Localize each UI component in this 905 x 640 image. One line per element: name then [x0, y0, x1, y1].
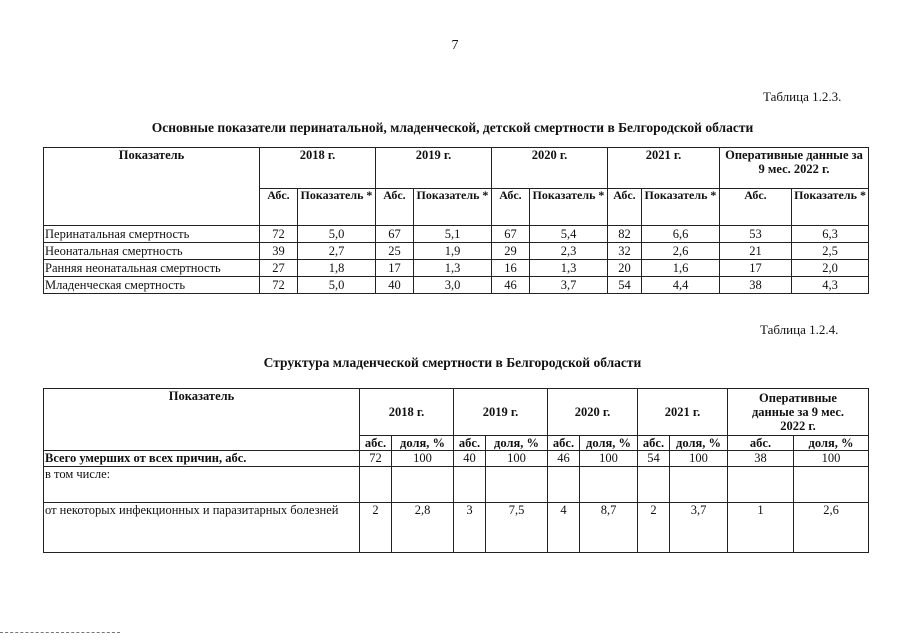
- cell: [670, 467, 728, 503]
- cell: 82: [608, 226, 642, 243]
- cell: 2: [638, 503, 670, 553]
- cell: 29: [492, 243, 530, 260]
- cell: 1,3: [530, 260, 608, 277]
- header-year-2019: 2019 г.: [454, 389, 548, 436]
- table-2-title: Структура младенческой смертности в Белгородской области: [263, 355, 642, 370]
- cell: 25: [376, 243, 414, 260]
- cell: [580, 467, 638, 503]
- cell: 17: [720, 260, 792, 277]
- cell: 3,7: [670, 503, 728, 553]
- header-abs: абс.: [728, 436, 794, 451]
- table-row: [44, 277, 869, 294]
- cell: [392, 467, 454, 503]
- header-year-2020: 2020 г.: [548, 389, 638, 436]
- cell: 5,0: [298, 226, 376, 243]
- cell: 2,5: [792, 243, 869, 260]
- cell: 2,6: [794, 503, 869, 553]
- table-1-label: Таблица 1.2.3.: [763, 89, 842, 104]
- cell: 5,4: [530, 226, 608, 243]
- header-rate: Показатель *: [530, 189, 608, 226]
- cell: 2,6: [642, 243, 720, 260]
- cell: 17: [376, 260, 414, 277]
- header-indicator: Показатель: [44, 389, 360, 451]
- cell: 1: [728, 503, 794, 553]
- row-label: от некоторых инфекционных и паразитарных болезней: [44, 503, 360, 553]
- page-number: 7: [451, 38, 459, 53]
- cell: [794, 467, 869, 503]
- header-year-2018: 2018 г.: [360, 389, 454, 436]
- header-abs: Абс.: [492, 189, 530, 226]
- cell: 38: [720, 277, 792, 294]
- cell: 100: [580, 451, 638, 467]
- header-abs: абс.: [454, 436, 486, 451]
- cell: 20: [608, 260, 642, 277]
- header-share: доля, %: [794, 436, 869, 451]
- cell: 21: [720, 243, 792, 260]
- row-label: в том числе:: [44, 467, 360, 503]
- header-year-2018: 2018 г.: [260, 148, 376, 189]
- cell: 40: [454, 451, 486, 467]
- header-share: доля, %: [392, 436, 454, 451]
- cell: 2,7: [298, 243, 376, 260]
- header-year-2021: 2021 г.: [638, 389, 728, 436]
- table-row: [44, 260, 869, 277]
- header-abs: абс.: [638, 436, 670, 451]
- cell: 5,1: [414, 226, 492, 243]
- cell: 2,3: [530, 243, 608, 260]
- cell: 67: [376, 226, 414, 243]
- footer-rule: [0, 632, 120, 634]
- table-2-label: Таблица 1.2.4.: [760, 322, 839, 337]
- cell: 2,8: [392, 503, 454, 553]
- table-row: [44, 243, 869, 260]
- header-abs: абс.: [548, 436, 580, 451]
- cell: [638, 467, 670, 503]
- header-rate: Показатель *: [792, 189, 869, 226]
- header-operational: Оперативные данные за 9 мес. 2022 г.: [728, 389, 869, 436]
- cell: 4: [548, 503, 580, 553]
- cell: 46: [492, 277, 530, 294]
- header-abs: Абс.: [260, 189, 298, 226]
- cell: 2,0: [792, 260, 869, 277]
- header-abs: Абс.: [608, 189, 642, 226]
- header-rate: Показатель *: [414, 189, 492, 226]
- cell: 7,5: [486, 503, 548, 553]
- cell: 5,0: [298, 277, 376, 294]
- cell: 27: [260, 260, 298, 277]
- cell: 8,7: [580, 503, 638, 553]
- cell: 72: [360, 451, 392, 467]
- table-row: [44, 467, 869, 503]
- header-share: доля, %: [580, 436, 638, 451]
- cell: 54: [608, 277, 642, 294]
- header-share: доля, %: [670, 436, 728, 451]
- cell: 39: [260, 243, 298, 260]
- table-1-title: Основные показатели перинатальной, младенческой, детской смертности в Белгородской области: [151, 120, 754, 135]
- cell: 38: [728, 451, 794, 467]
- mortality-indicators-table: [43, 147, 869, 294]
- header-share: доля, %: [486, 436, 548, 451]
- cell: 1,6: [642, 260, 720, 277]
- cell: 6,6: [642, 226, 720, 243]
- cell: [360, 467, 392, 503]
- cell: 72: [260, 277, 298, 294]
- header-operational: Оперативные данные за 9 мес. 2022 г.: [720, 148, 869, 189]
- cell: [486, 467, 548, 503]
- header-indicator: Показатель: [44, 148, 260, 226]
- table-row: [44, 503, 869, 553]
- cell: 6,3: [792, 226, 869, 243]
- cell: 1,9: [414, 243, 492, 260]
- cell: 1,8: [298, 260, 376, 277]
- row-label: Младенческая смертность: [44, 277, 260, 294]
- cell: 2: [360, 503, 392, 553]
- header-rate: Показатель *: [298, 189, 376, 226]
- cell: 40: [376, 277, 414, 294]
- header-abs: Абс.: [720, 189, 792, 226]
- cell: 46: [548, 451, 580, 467]
- cell: 53: [720, 226, 792, 243]
- cell: 100: [392, 451, 454, 467]
- cell: 1,3: [414, 260, 492, 277]
- row-label: Ранняя неонатальная смертность: [44, 260, 260, 277]
- row-label: Неонатальная смертность: [44, 243, 260, 260]
- cell: 100: [486, 451, 548, 467]
- header-abs: абс.: [360, 436, 392, 451]
- header-rate: Показатель *: [642, 189, 720, 226]
- cell: 3: [454, 503, 486, 553]
- header-year-2019: 2019 г.: [376, 148, 492, 189]
- infant-mortality-structure-table: [43, 388, 869, 553]
- cell: 67: [492, 226, 530, 243]
- cell: 4,4: [642, 277, 720, 294]
- cell: 3,0: [414, 277, 492, 294]
- cell: 54: [638, 451, 670, 467]
- cell: 100: [670, 451, 728, 467]
- cell: [728, 467, 794, 503]
- cell: 3,7: [530, 277, 608, 294]
- cell: 100: [794, 451, 869, 467]
- table-row: [44, 226, 869, 243]
- header-year-2021: 2021 г.: [608, 148, 720, 189]
- cell: 16: [492, 260, 530, 277]
- header-abs: Абс.: [376, 189, 414, 226]
- cell: [548, 467, 580, 503]
- cell: [454, 467, 486, 503]
- table-row: [44, 451, 869, 467]
- cell: 4,3: [792, 277, 869, 294]
- row-label: Всего умерших от всех причин, абс.: [44, 451, 360, 467]
- cell: 32: [608, 243, 642, 260]
- header-year-2020: 2020 г.: [492, 148, 608, 189]
- row-label: Перинатальная смертность: [44, 226, 260, 243]
- cell: 72: [260, 226, 298, 243]
